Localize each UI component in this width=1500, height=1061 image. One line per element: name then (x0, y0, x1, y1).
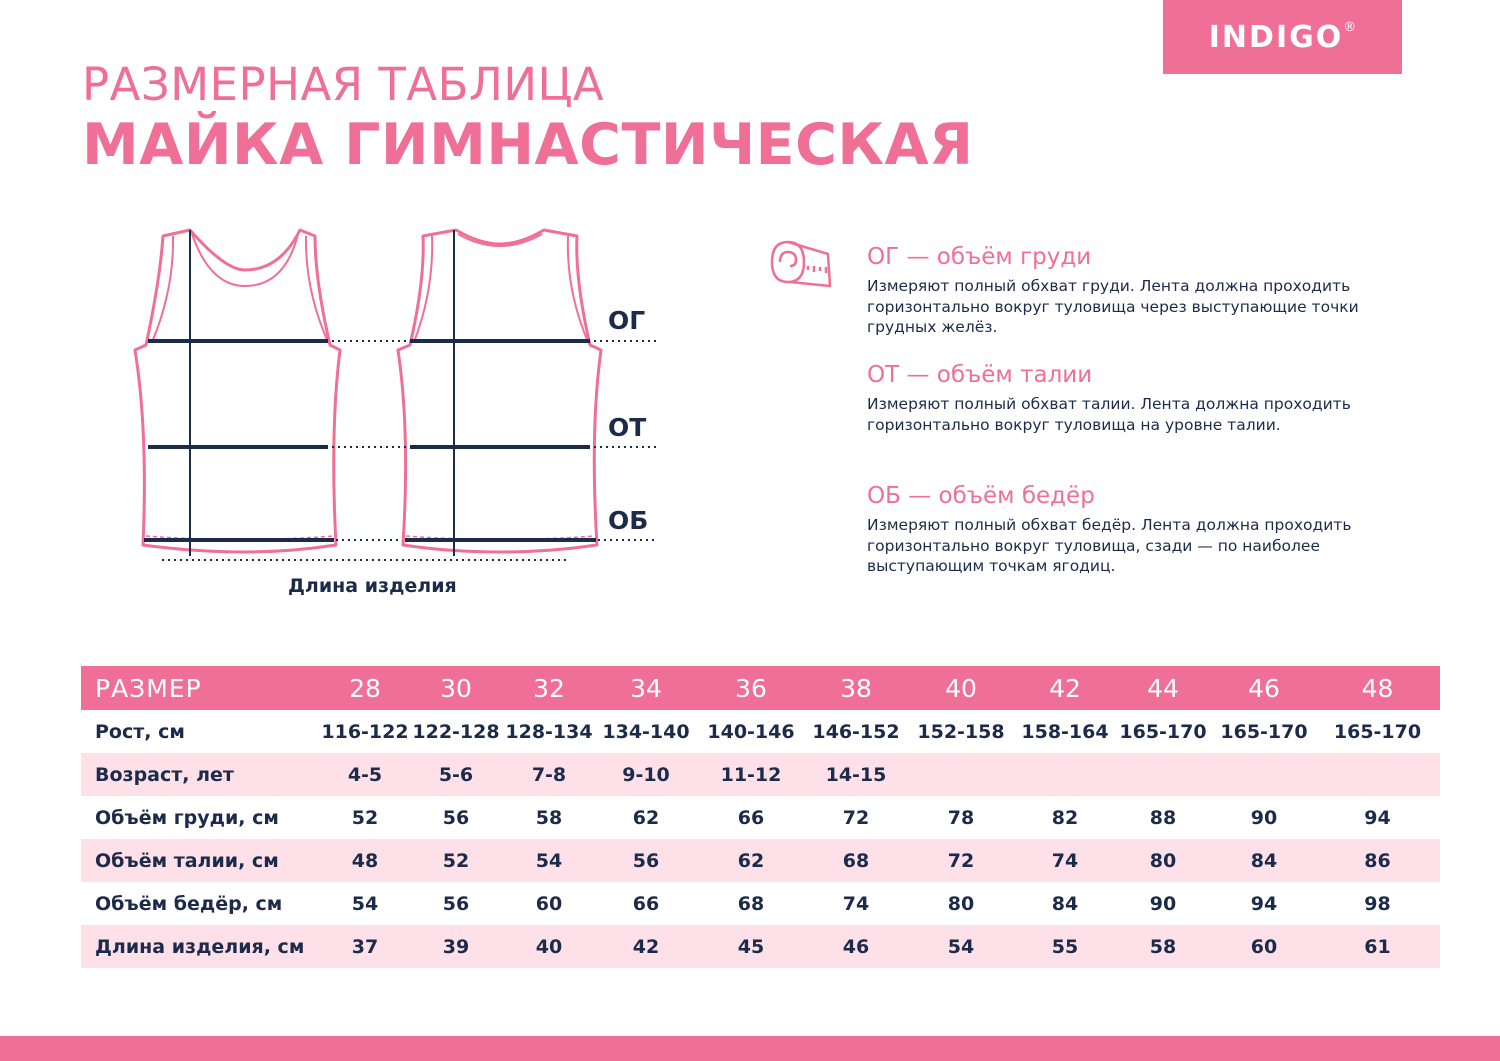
footer-bar (0, 1036, 1500, 1061)
table-cell: 9-10 (597, 753, 695, 796)
table-cell: 60 (535, 892, 563, 915)
size-table-body (81, 710, 1440, 968)
table-cell: 58 (1113, 925, 1213, 968)
size-col-header: 38 (807, 666, 905, 710)
table-cell: 165-170 (1119, 720, 1207, 743)
table-cell: 116-122 (321, 720, 409, 743)
legend-waist-title: ОТ — объём талии (867, 362, 1093, 388)
legend-item-chest (867, 244, 1367, 338)
table-cell: 52 (411, 839, 501, 882)
back-view-outline (398, 230, 601, 552)
table-cell: 84 (1213, 839, 1315, 882)
measuring-tape-icon (768, 236, 836, 290)
table-cell: 158-164 (1021, 720, 1109, 743)
legend-chest-text: Измеряют полный обхват груди. Лента должна проходить горизонтально вокруг туловища через выступающие точки грудных желёз. (867, 277, 1359, 336)
table-cell (1113, 753, 1213, 796)
size-col-header: 44 (1113, 666, 1213, 710)
table-cell: 54 (351, 892, 379, 915)
size-table (81, 666, 1440, 968)
table-cell: 140-146 (707, 720, 795, 743)
measurement-legend (768, 230, 1388, 590)
table-cell: 48 (319, 839, 411, 882)
table-cell: 94 (1364, 806, 1391, 829)
length-lines (190, 230, 454, 556)
table-cell: 72 (842, 806, 870, 829)
table-cell (1315, 753, 1440, 796)
size-header-label: РАЗМЕР (81, 666, 319, 710)
table-cell: 42 (597, 925, 695, 968)
table-cell: 165-170 (1220, 720, 1308, 743)
table-cell: 152-158 (917, 720, 1005, 743)
table-cell: 14-15 (807, 753, 905, 796)
table-cell: 52 (351, 806, 379, 829)
table-cell: 54 (905, 925, 1017, 968)
table-cell: 74 (1017, 839, 1113, 882)
table-cell: 68 (737, 892, 765, 915)
size-col-header: 36 (695, 666, 807, 710)
table-cell: 80 (947, 892, 975, 915)
table-cell: 88 (1149, 806, 1177, 829)
table-cell: 66 (737, 806, 765, 829)
size-col-header: 42 (1017, 666, 1113, 710)
legend-chest-title: ОГ — объём груди (867, 244, 1092, 270)
waist-tag: ОТ (608, 413, 647, 442)
table-cell: 61 (1315, 925, 1440, 968)
table-cell: 84 (1051, 892, 1079, 915)
table-cell: 146-152 (812, 720, 900, 743)
table-cell: 45 (695, 925, 807, 968)
table-cell (1213, 753, 1315, 796)
table-cell: 62 (695, 839, 807, 882)
garment-diagram (100, 200, 700, 620)
size-col-header: 40 (905, 666, 1017, 710)
brand-logo (1163, 0, 1402, 74)
size-col-header: 28 (319, 666, 411, 710)
hips-tag: ОБ (608, 506, 649, 535)
dotted-guides (162, 341, 656, 560)
table-cell: 94 (1250, 892, 1278, 915)
table-cell: 5-6 (411, 753, 501, 796)
row-label: Рост, см (95, 720, 185, 743)
table-row (81, 839, 1440, 882)
table-cell: 37 (319, 925, 411, 968)
row-label: Объём талии, см (81, 839, 319, 882)
table-cell: 68 (807, 839, 905, 882)
size-col-header: 30 (411, 666, 501, 710)
measurement-lines (144, 341, 596, 540)
table-cell: 4-5 (319, 753, 411, 796)
table-cell: 82 (1051, 806, 1079, 829)
legend-item-waist (867, 362, 1367, 435)
legend-hips-title: ОБ — объём бедёр (867, 483, 1095, 509)
table-cell: 134-140 (602, 720, 690, 743)
size-col-header: 34 (597, 666, 695, 710)
table-cell: 80 (1113, 839, 1213, 882)
table-cell: 56 (442, 806, 470, 829)
page-title: РАЗМЕРНАЯ ТАБЛИЦА (82, 58, 605, 111)
table-cell: 90 (1149, 892, 1177, 915)
table-cell: 62 (632, 806, 660, 829)
table-row (81, 925, 1440, 968)
size-col-header: 32 (501, 666, 597, 710)
table-cell: 78 (947, 806, 975, 829)
table-cell: 128-134 (505, 720, 593, 743)
row-label: Объём бедёр, см (95, 892, 283, 915)
row-label: Объём груди, см (95, 806, 279, 829)
table-cell: 74 (842, 892, 870, 915)
length-label: Длина изделия (288, 575, 457, 597)
front-view-outline (135, 230, 340, 552)
product-title: МАЙКА ГИМНАСТИЧЕСКАЯ (82, 112, 974, 178)
chest-tag: ОГ (608, 306, 646, 335)
table-cell: 98 (1364, 892, 1391, 915)
table-row (81, 753, 1440, 796)
table-cell (1017, 753, 1113, 796)
table-cell (905, 753, 1017, 796)
table-cell: 72 (905, 839, 1017, 882)
row-label: Возраст, лет (81, 753, 319, 796)
table-row (81, 882, 1440, 925)
table-cell: 40 (501, 925, 597, 968)
legend-hips-text: Измеряют полный обхват бедёр. Лента должна проходить горизонтально вокруг туловища, сзади — по наиболее выступающим точкам ягодиц. (867, 516, 1352, 575)
legend-waist-text: Измеряют полный обхват талии. Лента должна проходить горизонтально вокруг туловища на уровне талии. (867, 395, 1351, 434)
table-cell: 11-12 (695, 753, 807, 796)
table-row (81, 796, 1440, 839)
tank-top-illustration (100, 200, 700, 620)
table-cell: 86 (1315, 839, 1440, 882)
table-cell: 39 (411, 925, 501, 968)
table-cell: 56 (442, 892, 470, 915)
table-cell: 46 (807, 925, 905, 968)
legend-item-hips (867, 483, 1367, 577)
table-cell: 60 (1213, 925, 1315, 968)
table-cell: 90 (1250, 806, 1278, 829)
table-cell: 7-8 (501, 753, 597, 796)
table-cell: 56 (597, 839, 695, 882)
table-cell: 54 (501, 839, 597, 882)
brand-logo-text: INDIGO® (1208, 20, 1357, 55)
table-row (81, 710, 1440, 753)
table-cell: 165-170 (1333, 720, 1422, 743)
table-cell: 55 (1017, 925, 1113, 968)
size-col-header: 48 (1315, 666, 1440, 710)
size-header-row (81, 666, 1440, 710)
table-cell: 66 (632, 892, 660, 915)
size-col-header: 46 (1213, 666, 1315, 710)
table-cell: 58 (535, 806, 563, 829)
table-cell: 122-128 (412, 720, 500, 743)
row-label: Длина изделия, см (81, 925, 319, 968)
